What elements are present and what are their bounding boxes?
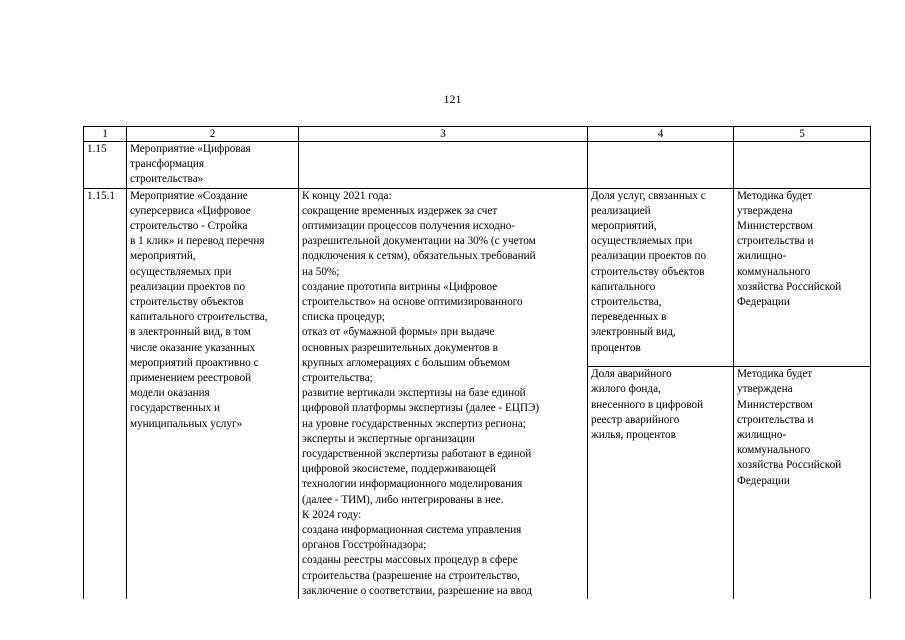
- row-1-15-1-method-2: Методика будет утверждена Министерством строительства и жилищно- коммунального хозяйства Российской Федерации: [734, 367, 871, 600]
- header-col-3: 3: [299, 127, 588, 142]
- header-col-5: 5: [734, 127, 871, 142]
- row-1-15-event: Мероприятие «Цифровая трансформация строительства»: [127, 142, 299, 189]
- row-1-15-results: [299, 142, 588, 189]
- table-row: [84, 142, 871, 189]
- row-1-15-1-number: 1.15.1: [84, 188, 127, 599]
- row-1-15-method: [734, 142, 871, 189]
- measures-table: [83, 126, 871, 599]
- row-1-15-1-results: К концу 2021 года: сокращение временных издержек за счет оптимизации процессов получения исходно- разрешительной документации на 30% (с учетом подключения к сетям), обязательных требований на 50%; создание прототипа витрины «Цифровое строительство» на основе оптимизированного списка процедур; отказ от «бумажной формы» при выдаче основных разрешительных документов в крупных агломерациях с большим объемом строительства; развитие вертикали экспертизы на базе единой цифровой платформы экспертизы (далее - ЕЦПЭ) на уровне государственных экспертиз региона; эксперты и экспертные организации государственной экспертизы работают в единой цифровой экосистеме, поддерживающей технологии информационного моделирования (далее - ТИМ), либо интегрированы в нее. К 2024 году: создана информационная система управления органов Госстройнадзора; созданы реестры массовых процедур в сфере строительства (разрешение на строительство, заключение о соответствии, разрешение на ввод: [299, 188, 588, 599]
- row-1-15-1-event: Мероприятие «Создание суперсервиса «Цифровое строительство - Стройка в 1 клик» и перевод перечня мероприятий, осуществляемых при реализации проектов по строительству объектов капитального строительства, в электронный вид, в том числе оказание указанных мероприятий проактивно с применением реестровой модели оказания государственных и муниципальных услуг»: [127, 188, 299, 599]
- header-col-1: 1: [84, 127, 127, 142]
- row-1-15-1-indicator-1: Доля услуг, связанных с реализацией мероприятий, осуществляемых при реализации проектов по строительству объектов капитального строительства, переведенных в электронный вид, процентов: [588, 188, 734, 366]
- table-header-row: [84, 127, 871, 142]
- row-1-15-indicator: [588, 142, 734, 189]
- page-number: 121: [443, 92, 462, 106]
- row-1-15-1-indicator-2: Доля аварийного жилого фонда, внесенного в цифровой реестр аварийного жилья, процентов: [588, 367, 734, 600]
- table-row: [84, 188, 871, 366]
- header-col-2: 2: [127, 127, 299, 142]
- row-1-15-number: 1.15: [84, 142, 127, 189]
- row-1-15-1-method-1: Методика будет утверждена Министерством строительства и жилищно- коммунального хозяйства Российской Федерации: [734, 188, 871, 366]
- header-col-4: 4: [588, 127, 734, 142]
